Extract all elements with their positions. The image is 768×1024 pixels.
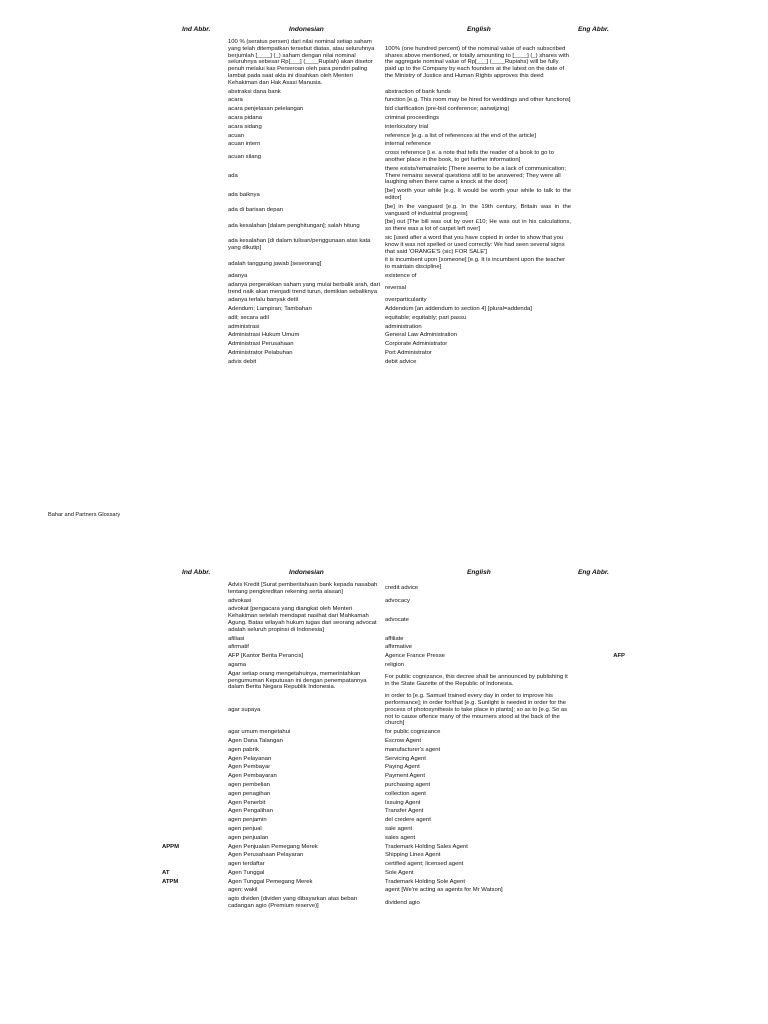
glossary-row — [160, 843, 627, 852]
eng-abbr-cell — [573, 886, 627, 895]
indonesian-term-cell: agar supaya — [228, 706, 261, 713]
eng-abbr-cell — [573, 746, 627, 755]
eng-abbr-cell — [573, 851, 627, 860]
english-term-cell: Trademark Holding Sole Agent — [385, 878, 466, 885]
eng-abbr-cell — [573, 635, 627, 644]
ind-abbr-cell — [160, 358, 226, 367]
glossary-page-2 — [0, 565, 768, 911]
indonesian-term-cell: afiliasi — [228, 635, 245, 642]
eng-abbr-cell — [573, 834, 627, 843]
english-term-cell: For public cognizance, this decree shall be announced by publishing it in the State Gazette of the Republic of Indonesia. — [385, 674, 568, 687]
ind-abbr-cell — [160, 165, 226, 187]
header-indonesian: Indonesian — [289, 569, 324, 576]
indonesian-term-cell: abstraksi dana bank — [228, 88, 281, 95]
english-term-cell: existence of — [385, 272, 417, 279]
english-term-cell: reversal — [385, 285, 406, 292]
glossary-row — [160, 670, 627, 692]
ind-abbr-cell — [160, 38, 226, 88]
glossary-row — [160, 772, 627, 781]
glossary-row — [160, 358, 627, 367]
indonesian-term-cell: acara — [228, 97, 243, 104]
ind-abbr-cell — [160, 652, 226, 661]
eng-abbr-cell — [573, 605, 627, 634]
english-term-cell: manufacturer's agent — [385, 746, 441, 753]
eng-abbr-cell — [573, 132, 627, 141]
eng-abbr-cell — [573, 140, 627, 149]
english-term-cell: dividend agio — [385, 899, 420, 906]
glossary-row — [160, 272, 627, 281]
indonesian-term-cell: Administrasi Hukum Umum — [228, 332, 300, 339]
english-term-cell: Transfer Agent — [385, 808, 424, 815]
indonesian-term-cell: adil; secara adil — [228, 314, 269, 321]
english-term-cell: debit advice — [385, 358, 417, 365]
english-term-cell: General Law Administration — [385, 332, 458, 339]
indonesian-term-cell: advokat [pengacara yang diangkat oleh Menteri Kehakiman setelah mendapat nasihat dari Mahkamah Agung. Batas wilayah hukum tugas dari seorang advocat adalah seluruh propinsi di Indonesia] — [228, 606, 377, 633]
footer-text: Bahar and Partners Glossary — [48, 512, 121, 518]
eng-abbr-cell — [573, 88, 627, 97]
ind-abbr-cell — [160, 772, 226, 781]
glossary-row — [160, 737, 627, 746]
english-term-cell: agent [We're acting as agents for Mr Watson] — [385, 887, 503, 894]
eng-abbr-cell — [573, 331, 627, 340]
indonesian-term-cell: acara pidana — [228, 114, 263, 121]
indonesian-term-cell: Agen Tunggal — [228, 869, 265, 876]
english-term-cell: Port Administrator — [385, 350, 432, 357]
indonesian-term-cell: ada kesalahan [dalam penghitungan]; salah hitung — [228, 222, 360, 229]
ind-abbr-cell — [160, 597, 226, 606]
english-term-cell: sales agent — [385, 834, 416, 841]
ind-abbr-cell — [160, 692, 226, 728]
glossary-row — [160, 38, 627, 88]
glossary-row — [160, 755, 627, 764]
ind-abbr-cell — [160, 281, 226, 297]
glossary-row — [160, 105, 627, 114]
indonesian-term-cell: Agar setiap orang mengetahuinya, memerintahkan pengumuman Keputusan ini dengan penempatannya dalam Berita Negara Republik Indonesia. — [228, 670, 367, 691]
indonesian-term-cell: agen penjamin — [228, 817, 267, 824]
indonesian-term-cell: acara sidang — [228, 123, 262, 130]
eng-abbr-cell — [573, 597, 627, 606]
glossary-row — [160, 234, 627, 256]
indonesian-term-cell: adanya — [228, 272, 248, 279]
indonesian-term-cell: ada baiknya — [228, 191, 260, 198]
eng-abbr-cell — [573, 772, 627, 781]
glossary-row — [160, 799, 627, 808]
eng-abbr-cell — [573, 878, 627, 887]
eng-abbr-cell — [573, 643, 627, 652]
english-term-cell: Servicing Agent — [385, 755, 426, 762]
glossary-row — [160, 314, 627, 323]
ind-abbr-cell — [160, 140, 226, 149]
glossary-row — [160, 281, 627, 297]
english-term-cell: criminal proceedings — [385, 114, 440, 121]
english-term-cell: certified agent; licensed agent — [385, 861, 464, 868]
ind-abbr-cell — [160, 737, 226, 746]
english-term-cell: cross reference [i.e. a note that tells the reader of a book to go to another place in the book, to get further information] — [385, 150, 554, 163]
indonesian-term-cell: Administrasi Perusahaan — [228, 341, 294, 348]
glossary-row — [160, 96, 627, 105]
glossary-row — [160, 187, 627, 203]
eng-abbr-cell — [573, 114, 627, 123]
english-term-cell: reference [e.g. a list of references at the end of the article] — [385, 132, 536, 139]
eng-abbr-cell — [573, 349, 627, 358]
ind-abbr-cell — [160, 799, 226, 808]
glossary-row — [160, 807, 627, 816]
glossary-row — [160, 305, 627, 314]
eng-abbr-cell — [573, 816, 627, 825]
english-term-cell: Agence France Presse — [385, 653, 445, 660]
header-indonesian: Indonesian — [289, 26, 324, 33]
indonesian-term-cell: advis debit — [228, 358, 257, 365]
eng-abbr-cell — [573, 38, 627, 88]
ind-abbr-cell — [160, 635, 226, 644]
indonesian-term-cell: acara penjelasan pelelangan — [228, 106, 304, 113]
ind-abbr-cell — [160, 807, 226, 816]
indonesian-term-cell: AFP [Kantor Berita Perancis] — [228, 653, 304, 660]
eng-abbr-cell — [573, 272, 627, 281]
english-term-cell: del credere agent — [385, 817, 431, 824]
glossary-row — [160, 218, 627, 234]
eng-abbr-cell — [573, 692, 627, 728]
english-term-cell: advocacy — [385, 597, 410, 604]
indonesian-term-cell: agen pabrik — [228, 746, 259, 753]
english-term-cell: Trademark Holding Sales Agent — [385, 843, 468, 850]
eng-abbr-cell — [573, 869, 627, 878]
english-term-cell: purchasing agent — [385, 781, 431, 788]
english-term-cell: collection agent — [385, 790, 426, 797]
english-term-cell: 100% (one hundred percent) of the nominal value of each subscribed shares above mentioned, or totally amounting to [____] (_) shares with the aggregate nominal value of Rp[___] (____Rupiahs) will be fully paid up to the Company by each founders at the latest on the date of the Ministry of Justice and Human Rights approves this deed — [385, 45, 570, 79]
english-term-cell: affiliate — [385, 635, 404, 642]
glossary-row — [160, 597, 627, 606]
eng-abbr-cell — [573, 149, 627, 165]
eng-abbr-cell — [573, 737, 627, 746]
ind-abbr-cell — [160, 114, 226, 123]
ind-abbr-cell — [160, 256, 226, 272]
glossary-row — [160, 165, 627, 187]
glossary-row — [160, 746, 627, 755]
ind-abbr-cell — [160, 123, 226, 132]
eng-abbr-cell — [573, 256, 627, 272]
indonesian-term-cell: agama — [228, 661, 247, 668]
ind-abbr-cell — [160, 88, 226, 97]
indonesian-term-cell: adanya terlalu banyak detil — [228, 297, 299, 304]
indonesian-term-cell: agar umum mengetahui — [228, 729, 291, 736]
glossary-row — [160, 652, 627, 661]
ind-abbr-cell: ATPM — [162, 878, 179, 885]
indonesian-term-cell: agen penjual — [228, 825, 262, 832]
ind-abbr-cell — [160, 272, 226, 281]
english-term-cell: Sole Agent — [385, 869, 414, 876]
indonesian-term-cell: Agen Pengalihan — [228, 808, 273, 815]
glossary-row — [160, 851, 627, 860]
ind-abbr-cell — [160, 234, 226, 256]
glossary-row — [160, 203, 627, 219]
english-term-cell: Paying Agent — [385, 764, 420, 771]
eng-abbr-cell — [573, 123, 627, 132]
eng-abbr-cell — [573, 728, 627, 737]
glossary-row — [160, 790, 627, 799]
eng-abbr-cell — [573, 281, 627, 297]
glossary-table-body — [160, 581, 627, 911]
indonesian-term-cell: Agen Dana Talangan — [228, 737, 283, 744]
english-term-cell: there exists/remains/etc [There seems to be a lack of communication; There remains several questions still to be answered; They were all laughing when there came a knock at the door] — [385, 165, 567, 186]
ind-abbr-cell — [160, 886, 226, 895]
indonesian-term-cell: Agen Pembayaran — [228, 773, 277, 780]
header-english: English — [467, 569, 491, 576]
glossary-row — [160, 88, 627, 97]
glossary-row — [160, 825, 627, 834]
glossary-page-1 — [0, 22, 768, 367]
glossary-row — [160, 114, 627, 123]
eng-abbr-cell — [573, 799, 627, 808]
glossary-row — [160, 123, 627, 132]
ind-abbr-cell — [160, 816, 226, 825]
eng-abbr-cell — [573, 895, 627, 911]
ind-abbr-cell — [160, 851, 226, 860]
indonesian-term-cell: agio dividen [dividen yang dibayarkan atas beban cadangan agio (Premium reserve)] — [228, 896, 358, 910]
glossary-row — [160, 834, 627, 843]
indonesian-term-cell: agen pembelian — [228, 781, 270, 788]
glossary-table-body — [160, 38, 627, 367]
glossary-row — [160, 256, 627, 272]
ind-abbr-cell — [160, 661, 226, 670]
header-eng-abbr: Eng Abbr. — [578, 26, 609, 33]
glossary-row — [160, 296, 627, 305]
ind-abbr-cell — [160, 895, 226, 911]
english-term-cell: bid clarification (pre-bid conference; aanwijzing) — [385, 106, 510, 113]
english-term-cell: abstraction of bank funds — [385, 88, 451, 95]
english-term-cell: credit advice — [385, 585, 419, 592]
indonesian-term-cell: ada kesalahan [di dalam tulisan/penggunaan atas kata yang dikutip] — [228, 238, 371, 252]
ind-abbr-cell — [160, 296, 226, 305]
english-term-cell: equitable; equitably; pari passu — [385, 314, 467, 321]
english-term-cell: Corporate Administrator — [385, 341, 448, 348]
english-term-cell: overparticularity — [385, 297, 427, 304]
indonesian-term-cell: Administrator Pelabuhan — [228, 350, 293, 357]
indonesian-term-cell: adanya pergerakkan saham yang mulai berbalik arah, dari trend naik akan menjadi trend turun, demikian sebaliknya — [228, 281, 380, 295]
glossary-table — [160, 581, 627, 911]
ind-abbr-cell — [160, 105, 226, 114]
header-eng-abbr: Eng Abbr. — [578, 569, 609, 576]
ind-abbr-cell — [160, 331, 226, 340]
glossary-row — [160, 323, 627, 332]
indonesian-term-cell: agen; wakil — [228, 887, 258, 894]
eng-abbr-cell — [573, 323, 627, 332]
ind-abbr-cell — [160, 203, 226, 219]
ind-abbr-cell — [160, 132, 226, 141]
glossary-row — [160, 149, 627, 165]
eng-abbr-cell — [573, 314, 627, 323]
eng-abbr-cell — [573, 358, 627, 367]
ind-abbr-cell — [160, 340, 226, 349]
indonesian-term-cell: Agen Penerbit — [228, 799, 266, 806]
glossary-row — [160, 763, 627, 772]
english-term-cell: function [e.g. This room may be hired for weddings and other functions] — [385, 97, 571, 104]
eng-abbr-cell — [573, 203, 627, 219]
eng-abbr-cell — [573, 234, 627, 256]
english-term-cell: [be] in the vanguard [e.g. In the 19th century, Britain was in the vanguard of industrial progress] — [385, 203, 571, 217]
ind-abbr-cell — [160, 349, 226, 358]
indonesian-term-cell: afirmatif — [228, 644, 249, 651]
indonesian-term-cell: 100 % (seratus persen) dari nilai nominal setiap saham yang telah ditempatkan tersebut diatas, atau seluruhnya berjumlah [____] (_) saham dengan nilai nominal seluruhnya sebesar Rp[___] (____Rupiah) akan disetor penuh melalui kas Perseroan oleh para pendiri paling lambat pada saat akta ini disahkan oleh Menteri Kehakiman dan Hak Asasi Manusia. — [228, 39, 375, 86]
eng-abbr-cell — [573, 581, 627, 597]
ind-abbr-cell — [160, 746, 226, 755]
ind-abbr-cell — [160, 728, 226, 737]
ind-abbr-cell: APPM — [162, 843, 180, 850]
indonesian-term-cell: agen penagihan — [228, 790, 271, 797]
indonesian-term-cell: acuan intern — [228, 141, 261, 148]
ind-abbr-cell — [160, 755, 226, 764]
glossary-row — [160, 132, 627, 141]
header-ind-abbr: Ind Abbr. — [182, 26, 211, 33]
indonesian-term-cell: agen penjualan — [228, 834, 269, 841]
ind-abbr-cell — [160, 96, 226, 105]
glossary-row — [160, 869, 627, 878]
english-term-cell: Issuing Agent — [385, 799, 421, 806]
indonesian-term-cell: ada — [228, 172, 238, 179]
glossary-row — [160, 781, 627, 790]
english-term-cell: [be] out [The bill was out by over £10; He was out in his calculations, so there was a lot of carpet left over] — [385, 219, 571, 233]
eng-abbr-cell: AFP — [613, 653, 625, 660]
glossary-row — [160, 895, 627, 911]
eng-abbr-cell — [573, 105, 627, 114]
eng-abbr-cell — [573, 661, 627, 670]
ind-abbr-cell — [160, 643, 226, 652]
english-term-cell: Payment Agent — [385, 773, 425, 780]
glossary-row — [160, 728, 627, 737]
header-ind-abbr: Ind Abbr. — [182, 569, 211, 576]
glossary-row — [160, 581, 627, 597]
glossary-table — [160, 38, 627, 367]
english-term-cell: it is incumbent upon [someone] [e.g. It is incumbent upon the teacher to maintain discipline] — [385, 257, 566, 271]
column-header-row — [0, 565, 768, 581]
glossary-row — [160, 340, 627, 349]
glossary-row — [160, 643, 627, 652]
indonesian-term-cell: Advis Kredit [Surat pemberitahuan bank kepada nasabah tentang pengkreditan rekening serta alasan] — [228, 582, 378, 595]
indonesian-term-cell: Agen Perusahaan Pelayaran — [228, 852, 304, 859]
eng-abbr-cell — [573, 296, 627, 305]
ind-abbr-cell — [160, 825, 226, 834]
glossary-row — [160, 886, 627, 895]
eng-abbr-cell — [573, 763, 627, 772]
english-term-cell: for public cognizance — [385, 729, 441, 736]
glossary-row — [160, 661, 627, 670]
ind-abbr-cell — [160, 781, 226, 790]
indonesian-term-cell: administrasi — [228, 323, 260, 330]
english-term-cell: internal reference — [385, 141, 431, 148]
eng-abbr-cell — [573, 843, 627, 852]
eng-abbr-cell — [573, 340, 627, 349]
ind-abbr-cell — [160, 149, 226, 165]
glossary-row — [160, 605, 627, 634]
ind-abbr-cell — [160, 323, 226, 332]
ind-abbr-cell — [160, 790, 226, 799]
eng-abbr-cell — [573, 860, 627, 869]
ind-abbr-cell — [160, 834, 226, 843]
eng-abbr-cell — [573, 165, 627, 187]
ind-abbr-cell — [160, 860, 226, 869]
english-term-cell: Shipping Lines Agent — [385, 852, 441, 859]
eng-abbr-cell — [573, 781, 627, 790]
glossary-row — [160, 692, 627, 728]
ind-abbr-cell — [160, 305, 226, 314]
ind-abbr-cell: AT — [162, 869, 170, 876]
indonesian-term-cell: acuan — [228, 132, 245, 139]
ind-abbr-cell — [160, 218, 226, 234]
english-term-cell: [be] worth your while [e.g. It would be worth your while to talk to the editor] — [385, 188, 571, 201]
indonesian-term-cell: Agen Pelayanan — [228, 755, 272, 762]
english-term-cell: Addendum [an addendum to section 4] [plural=addenda] — [385, 306, 532, 313]
indonesian-term-cell: Adendum; Lampiran; Tambahan — [228, 306, 312, 313]
indonesian-term-cell: acuan silang — [228, 153, 262, 160]
indonesian-term-cell: ada di barisan depan — [228, 207, 284, 214]
header-english: English — [467, 26, 491, 33]
indonesian-term-cell: Agen Penjualan Pemegang Merek — [228, 843, 318, 850]
indonesian-term-cell: Agen Pembayar — [228, 764, 271, 771]
glossary-row — [160, 140, 627, 149]
ind-abbr-cell — [160, 670, 226, 692]
english-term-cell: religion — [385, 661, 404, 668]
english-term-cell: sic [used after a word that you have copied in order to show that you know it was not spelled or used correctly: We had seen several signs that said 'ORANGE'S (sic) FOR SALE'] — [385, 234, 565, 255]
english-term-cell: in order to [e.g. Samuel trained every day in order to improve his performance]; in order for/that [e.g. Sunlight is needed in order for the process of photosynthesis to take place in plants]; so as to [e.g. So as not to cause offence many of the mourners stood at the back of the church] — [385, 693, 568, 727]
eng-abbr-cell — [573, 825, 627, 834]
ind-abbr-cell — [160, 763, 226, 772]
english-term-cell: interlocutory trial — [385, 123, 429, 130]
ind-abbr-cell — [160, 605, 226, 634]
eng-abbr-cell — [573, 96, 627, 105]
eng-abbr-cell — [573, 218, 627, 234]
ind-abbr-cell — [160, 187, 226, 203]
ind-abbr-cell — [160, 314, 226, 323]
ind-abbr-cell — [160, 581, 226, 597]
english-term-cell: affirmative — [385, 644, 413, 651]
eng-abbr-cell — [573, 755, 627, 764]
eng-abbr-cell — [573, 187, 627, 203]
indonesian-term-cell: advokasi — [228, 597, 252, 604]
eng-abbr-cell — [573, 670, 627, 692]
indonesian-term-cell: adalah tanggung jawab [seseorang] — [228, 260, 322, 267]
eng-abbr-cell — [573, 790, 627, 799]
indonesian-term-cell: Agen Tunggal Pemegang Merek — [228, 878, 313, 885]
english-term-cell: Escrow Agent — [385, 737, 422, 744]
glossary-row — [160, 860, 627, 869]
glossary-row — [160, 349, 627, 358]
eng-abbr-cell — [573, 305, 627, 314]
glossary-row — [160, 635, 627, 644]
glossary-row — [160, 816, 627, 825]
glossary-row — [160, 878, 627, 887]
english-term-cell: sale agent — [385, 825, 413, 832]
english-term-cell: administration — [385, 323, 422, 330]
english-term-cell: advocate — [385, 616, 409, 623]
eng-abbr-cell — [573, 807, 627, 816]
glossary-row — [160, 331, 627, 340]
column-header-row — [0, 22, 768, 38]
indonesian-term-cell: agen terdaftar — [228, 861, 265, 868]
